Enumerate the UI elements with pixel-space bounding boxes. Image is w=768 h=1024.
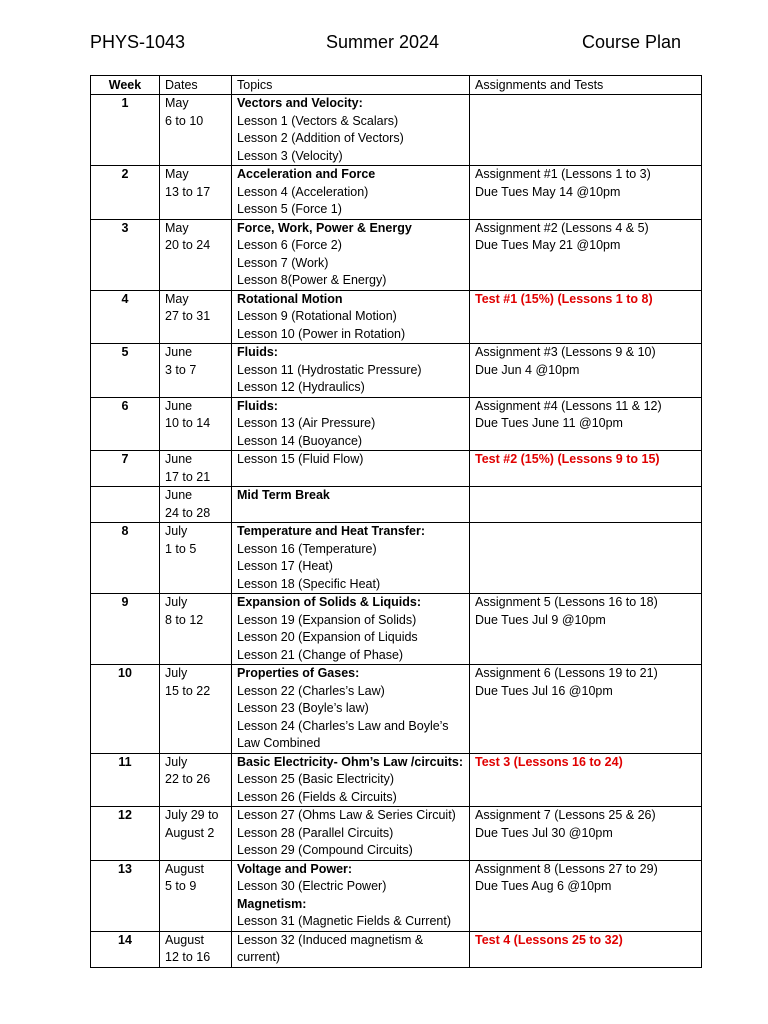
topics-cell	[232, 166, 470, 220]
topics-cell	[232, 344, 470, 398]
assignment-line: Assignment #4 (Lessons 11 & 12)	[475, 398, 662, 413]
topics-cell	[232, 753, 470, 807]
date-line: June	[165, 398, 193, 413]
topics-cell	[232, 665, 470, 754]
date-line: May	[165, 96, 189, 110]
date-line: 1 to 5	[165, 541, 197, 556]
table-row	[91, 451, 702, 487]
lesson-line: Lesson 3 (Velocity)	[237, 148, 343, 163]
lesson-line: Lesson 1 (Vectors & Scalars)	[237, 113, 399, 128]
week-cell: 3	[91, 219, 160, 290]
date-line: 27 to 31	[165, 309, 211, 323]
assignment-line: Assignment #3 (Lessons 9 & 10)	[475, 345, 656, 359]
dates-cell	[160, 219, 232, 290]
week-cell: 14	[91, 931, 160, 967]
dates-cell	[160, 290, 232, 344]
date-line: June	[165, 452, 193, 466]
week-cell: 7	[91, 451, 160, 487]
topic-heading: Magnetism:	[237, 896, 307, 911]
date-line: June	[165, 345, 193, 359]
date-line: 8 to 12	[165, 612, 204, 627]
column-header-assignments: Assignments and Tests	[470, 76, 702, 95]
course-code: PHYS-1043	[90, 32, 186, 52]
assignment-line: Due Tues May 21 @10pm	[475, 238, 621, 252]
lesson-line: Lesson 26 (Fields & Circuits)	[237, 789, 397, 804]
topics-cell	[232, 594, 470, 665]
week-cell: 8	[91, 523, 160, 594]
assignment-line: Due Tues Jul 16 @10pm	[475, 683, 613, 698]
assignment-line: Assignment 8 (Lessons 27 to 29)	[475, 861, 658, 876]
assignment-line: Due Tues June 11 @10pm	[475, 416, 623, 430]
dates-cell	[160, 753, 232, 807]
topic-heading: Fluids:	[237, 398, 278, 413]
date-line: July	[165, 595, 188, 609]
table-row	[91, 290, 702, 344]
table-row	[91, 344, 702, 398]
assignments-cell	[470, 290, 702, 344]
date-line: 6 to 10	[165, 113, 204, 128]
dates-cell	[160, 95, 232, 166]
topics-cell	[232, 487, 470, 523]
dates-cell	[160, 931, 232, 967]
date-line: May	[165, 220, 189, 235]
dates-cell	[160, 860, 232, 931]
assignment-line: Due Jun 4 @10pm	[475, 362, 580, 377]
lesson-line: Lesson 23 (Boyle’s law)	[237, 701, 369, 715]
date-line: 20 to 24	[165, 238, 211, 252]
lesson-line: Lesson 14 (Buoyance)	[237, 433, 363, 448]
lesson-line: Lesson 2 (Addition of Vectors)	[237, 131, 404, 145]
lesson-line: Lesson 10 (Power in Rotation)	[237, 326, 406, 341]
lesson-line: Lesson 19 (Expansion of Solids)	[237, 612, 417, 627]
lesson-line: Lesson 21 (Change of Phase)	[237, 647, 404, 662]
column-header-dates: Dates	[160, 76, 232, 95]
week-cell: 13	[91, 860, 160, 931]
lesson-line: Lesson 22 (Charles’s Law)	[237, 683, 385, 698]
lesson-line: Lesson 8(Power & Energy)	[237, 273, 387, 287]
lesson-line: Lesson 7 (Work)	[237, 255, 329, 270]
table-row	[91, 219, 702, 290]
assignments-cell	[470, 451, 702, 487]
column-header-week: Week	[91, 76, 160, 95]
date-line: 22 to 26	[165, 772, 211, 786]
table-row	[91, 931, 702, 967]
dates-cell	[160, 397, 232, 451]
table-row	[91, 95, 702, 166]
week-cell: 5	[91, 344, 160, 398]
lesson-line: Lesson 9 (Rotational Motion)	[237, 309, 397, 323]
lesson-line: Lesson 27 (Ohms Law & Series Circuit)	[237, 808, 456, 822]
week-cell: 6	[91, 397, 160, 451]
date-line: August	[165, 932, 204, 947]
test-line: Test 3 (Lessons 16 to 24)	[475, 754, 623, 769]
table-row	[91, 487, 702, 523]
table-row	[91, 753, 702, 807]
lesson-line: Lesson 24 (Charles’s Law and Boyle’s	[237, 718, 449, 733]
topics-cell	[232, 931, 470, 967]
lesson-line: Lesson 11 (Hydrostatic Pressure)	[237, 362, 422, 377]
document-title: Course Plan	[582, 32, 682, 52]
dates-cell	[160, 487, 232, 523]
assignment-line: Assignment 6 (Lessons 19 to 21)	[475, 666, 658, 680]
topics-cell	[232, 523, 470, 594]
assignment-line: Assignment 7 (Lessons 25 & 26)	[475, 808, 656, 822]
assignment-line: Assignment #1 (Lessons 1 to 3)	[475, 167, 651, 181]
week-cell: 12	[91, 807, 160, 861]
assignments-cell	[470, 397, 702, 451]
assignments-cell	[470, 219, 702, 290]
date-line: July	[165, 666, 188, 680]
assignment-line: Due Tues May 14 @10pm	[475, 184, 621, 199]
date-line: July	[165, 754, 188, 769]
lesson-line: Lesson 18 (Specific Heat)	[237, 576, 381, 591]
date-line: 10 to 14	[165, 416, 211, 430]
lesson-line: Lesson 15 (Fluid Flow)	[237, 452, 364, 466]
date-line: 3 to 7	[165, 362, 197, 377]
assignments-cell	[470, 931, 702, 967]
table-row	[91, 594, 702, 665]
term: Summer 2024	[326, 32, 440, 52]
dates-cell	[160, 594, 232, 665]
lesson-line: Lesson 31 (Magnetic Fields & Current)	[237, 914, 451, 928]
week-cell: 4	[91, 290, 160, 344]
topic-heading: Properties of Gases:	[237, 666, 360, 680]
lesson-line: Lesson 30 (Electric Power)	[237, 879, 387, 893]
topic-heading: Basic Electricity- Ohm’s Law /circuits:	[237, 754, 464, 769]
lesson-line: Lesson 5 (Force 1)	[237, 202, 342, 216]
topics-cell	[232, 451, 470, 487]
date-line: 12 to 16	[165, 950, 211, 964]
lesson-line: Lesson 13 (Air Pressure)	[237, 416, 376, 430]
lesson-line: Lesson 25 (Basic Electricity)	[237, 772, 395, 786]
date-line: July	[165, 524, 188, 538]
lesson-line: Lesson 12 (Hydraulics)	[237, 380, 365, 394]
table-row	[91, 523, 702, 594]
week-cell: 1	[91, 95, 160, 166]
week-cell: 9	[91, 594, 160, 665]
table-row	[91, 807, 702, 861]
lesson-line: Lesson 16 (Temperature)	[237, 541, 377, 556]
lesson-line: Lesson 32 (Induced magnetism &	[237, 932, 424, 947]
assignment-line: Due Tues Jul 30 @10pm	[475, 825, 613, 840]
table-row	[91, 166, 702, 220]
dates-cell	[160, 523, 232, 594]
assignments-cell	[470, 807, 702, 861]
date-line: August	[165, 861, 204, 876]
assignments-cell	[470, 344, 702, 398]
table-row	[91, 397, 702, 451]
topics-cell	[232, 219, 470, 290]
lesson-line: current)	[237, 950, 281, 964]
date-line: 15 to 22	[165, 683, 211, 698]
date-line: June	[165, 488, 193, 502]
assignments-cell	[470, 487, 702, 523]
date-line: May	[165, 291, 189, 306]
assignments-cell	[470, 860, 702, 931]
date-line: July 29 to	[165, 808, 219, 822]
assignments-cell	[470, 166, 702, 220]
assignment-line: Due Tues Aug 6 @10pm	[475, 879, 612, 893]
course-plan-table	[90, 75, 702, 968]
assignments-cell	[470, 95, 702, 166]
lesson-line: Lesson 20 (Expansion of Liquids	[237, 630, 418, 644]
dates-cell	[160, 665, 232, 754]
assignments-cell	[470, 594, 702, 665]
date-line: 17 to 21	[165, 469, 211, 484]
table-header-row	[91, 76, 702, 95]
table-row	[91, 860, 702, 931]
test-line: Test #1 (15%) (Lessons 1 to 8)	[475, 291, 653, 306]
assignment-line: Assignment 5 (Lessons 16 to 18)	[475, 595, 658, 609]
lesson-line: Lesson 17 (Heat)	[237, 559, 333, 573]
topics-cell	[232, 397, 470, 451]
table-row	[91, 665, 702, 754]
dates-cell	[160, 807, 232, 861]
test-line: Test #2 (15%) (Lessons 9 to 15)	[475, 452, 660, 466]
date-line: 24 to 28	[165, 505, 211, 520]
topic-heading: Vectors and Velocity:	[237, 96, 363, 110]
topic-heading: Fluids:	[237, 345, 278, 359]
assignments-cell	[470, 523, 702, 594]
topics-cell	[232, 807, 470, 861]
week-cell	[91, 487, 160, 523]
topic-heading: Force, Work, Power & Energy	[237, 220, 412, 235]
topics-cell	[232, 95, 470, 166]
topic-heading: Acceleration and Force	[237, 167, 376, 181]
topic-heading: Mid Term Break	[237, 488, 330, 502]
dates-cell	[160, 166, 232, 220]
week-cell: 2	[91, 166, 160, 220]
dates-cell	[160, 451, 232, 487]
column-header-topics: Topics	[232, 76, 470, 95]
test-line: Test 4 (Lessons 25 to 32)	[475, 932, 623, 947]
assignment-line: Assignment #2 (Lessons 4 & 5)	[475, 220, 649, 235]
assignments-cell	[470, 665, 702, 754]
topic-heading: Expansion of Solids & Liquids:	[237, 595, 422, 609]
date-line: August 2	[165, 825, 215, 840]
lesson-line: Lesson 6 (Force 2)	[237, 238, 342, 252]
date-line: 5 to 9	[165, 879, 197, 893]
lesson-line: Lesson 28 (Parallel Circuits)	[237, 825, 394, 840]
topic-heading: Voltage and Power:	[237, 861, 353, 876]
assignment-line: Due Tues Jul 9 @10pm	[475, 612, 606, 627]
assignments-cell	[470, 753, 702, 807]
topics-cell	[232, 290, 470, 344]
date-line: May	[165, 167, 189, 181]
lesson-line: Lesson 4 (Acceleration)	[237, 184, 369, 199]
week-cell: 10	[91, 665, 160, 754]
lesson-line: Lesson 29 (Compound Circuits)	[237, 843, 413, 857]
lesson-line: Law Combined	[237, 736, 321, 750]
date-line: 13 to 17	[165, 184, 211, 199]
topic-heading: Rotational Motion	[237, 291, 343, 306]
topic-heading: Temperature and Heat Transfer:	[237, 524, 426, 538]
topics-cell	[232, 860, 470, 931]
week-cell: 11	[91, 753, 160, 807]
dates-cell	[160, 344, 232, 398]
